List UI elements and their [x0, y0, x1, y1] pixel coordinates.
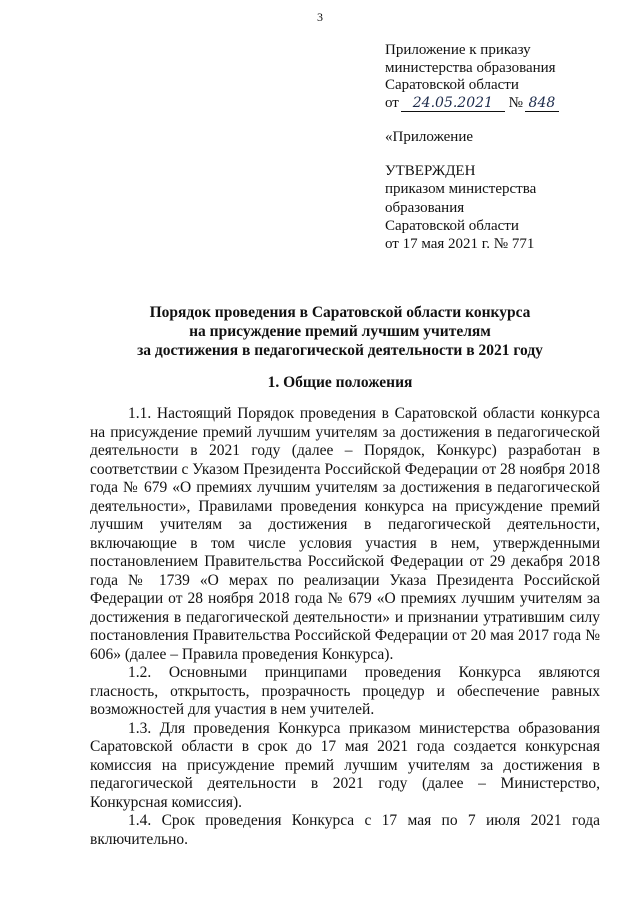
title-line-3: за достижения в педагогической деятельности в 2021 году — [137, 342, 543, 359]
annex-header — [385, 42, 625, 112]
approved-heading: УТВЕРЖДЕН — [385, 163, 476, 179]
paragraph-1-1: 1.1. Настоящий Порядок проведения в Саратовской области конкурса на присуждение премий лучшим учителям за достижения в педагогической деятельности в 2021 году (далее – Порядок, Конкурс) разработан в соответствии с Указом Президента Российской Федерации от 28 ноября 2018 года № 679 «О премиях лучшим учителям за достижения в педагогической деятельности», Правилами проведения конкурса на присуждение премий лучшим учителям за достижения в педагогической деятельности, включающие в том числе условия участия в нем, утвержденными постановлением Правительства Российской Федерации от 29 декабря 2018 года № 1739 «О мерах по реализации Указа Президента Российской Федерации от 28 ноября 2018 года № 679 «О премиях лучшим учителям за достижения в педагогической деятельности» и признании утратившим силу постановления Правительства Российской Федерации от 20 мая 2017 года № 606» (далее – Правила проведения Конкурса). — [90, 405, 600, 663]
paragraph-1-4: 1.4. Срок проведения Конкурса с 17 мая по 7 июля 2021 года включительно. — [90, 812, 600, 848]
number-sign: № — [508, 94, 523, 111]
date-prefix: от — [385, 94, 399, 111]
approved-line-1: приказом министерства — [385, 181, 537, 198]
page-number: 3 — [317, 10, 323, 24]
annex-line-1: Приложение к приказу — [385, 42, 531, 58]
handwritten-number: 848 — [525, 96, 559, 112]
handwritten-date: 24.05.2021 — [401, 96, 505, 112]
approved-line-4: от 17 мая 2021 г. № 771 — [385, 236, 535, 253]
document-title — [90, 303, 590, 360]
document-body — [90, 405, 600, 849]
title-line-1: Порядок проведения в Саратовской области конкурса — [149, 304, 531, 321]
annex-line-3: Саратовской области — [385, 77, 519, 93]
paragraph-1-3: 1.3. Для проведения Конкурса приказом министерства образования Саратовской области в срок до 17 мая 2021 года создается конкурсная комиссия на присуждение премий лучшим учителям за достижения в педагогической деятельности в 2021 году (далее – Министерство, Конкурсная комиссия). — [90, 719, 600, 811]
approved-line-3: Саратовской области — [385, 217, 519, 234]
title-line-2: на присуждение премий лучшим учителям — [189, 323, 491, 340]
annex-date-line — [385, 95, 625, 113]
section-heading: 1. Общие положения — [267, 374, 413, 391]
annex-line-2: министерства образования — [385, 59, 556, 76]
quote-intro: «Приложение — [385, 129, 474, 145]
paragraph-1-2: 1.2. Основными принципами проведения Конкурса являются гласность, открытость, прозрачность процедур и обеспечение равных возможностей для участия в нем учителей. — [90, 664, 600, 718]
approval-block — [385, 162, 625, 253]
approved-line-2: образования — [385, 199, 465, 216]
